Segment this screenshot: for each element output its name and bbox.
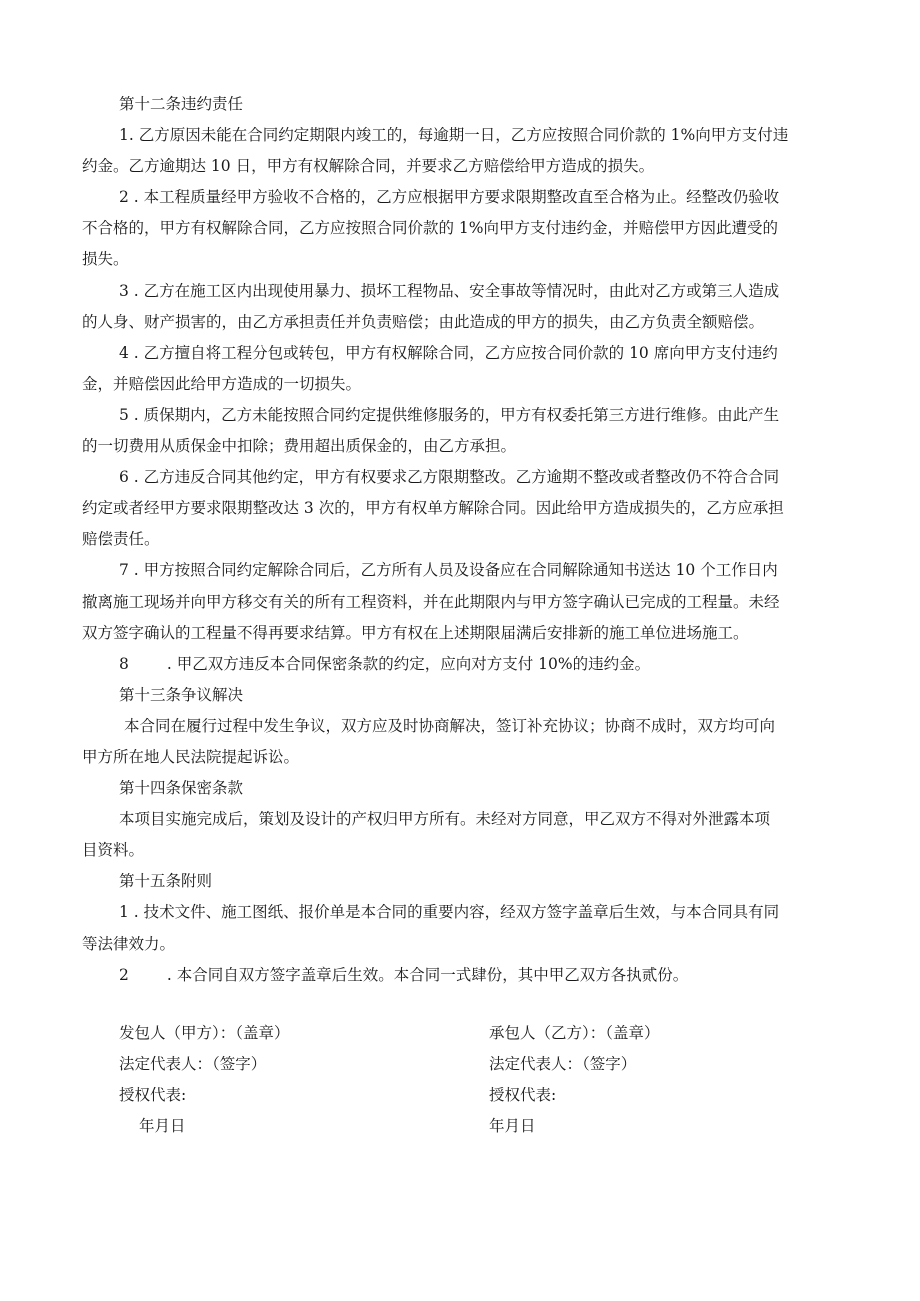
article12-line: 的一切费用从质保金中扣除；费用超出质保金的，由乙方承担。 [82,437,517,456]
article15-item2 [82,960,842,991]
article12-line: 赔偿责任。 [82,530,160,549]
article12-heading: 第十二条违约责任 [119,95,244,113]
party-a-authorized-rep: 授权代表: [119,1086,187,1105]
article13-line: 本合同在履行过程中发生争议，双方应及时协商解决，签订补充协议；协商不成时，双方均可向 [124,716,776,735]
party-a-label: 发包人（甲方）：（盖章） [119,1024,290,1042]
article14-line: 目资料。 [82,841,145,860]
article12-line: 7 . 甲方按照合同约定解除合同后，乙方所有人员及设备应在合同解除通知书送达 10 个工作日内 [119,561,778,580]
article12-line: 不合格的，甲方有权解除合同，乙方应按照合同价款的 1%向甲方支付违约金，并赔偿甲方因此遭受的 [82,219,779,238]
article12-line: 的人身、财产损害的，由乙方承担责任并负责赔偿；由此造成的甲方的损失，由乙方负责全额赔偿。 [82,312,765,331]
item8-number: 8 [119,654,129,673]
article15-line: 1 . 技术文件、施工图纸、报价单是本合同的重要内容，经双方签字盖章后生效，与本合同具有同 [119,903,780,922]
party-b-authorized-rep: 授权代表: [489,1086,557,1105]
party-a-legal-rep: 法定代表人：（签字） [119,1055,267,1074]
article15-line: 等法律效力。 [82,934,176,953]
article12-line: 3 . 乙方在施工区内出现使用暴力、损坏工程物品、安全事故等情况时，由此对乙方或第三人造成 [119,281,780,300]
party-a-date: 年月日 [139,1117,186,1136]
party-b-legal-rep: 法定代表人：（签字） [489,1055,637,1074]
article12-line: 损失。 [82,250,129,269]
article12-line: 1. 乙方原因未能在合同约定期限内竣工的，每逾期一日，乙方应按照合同价款的 1%向甲方支付违 [119,126,789,145]
article12-line: 4 . 乙方擅自将工程分包或转包，甲方有权解除合同，乙方应按合同价款的 10 席向甲方支付违约 [119,343,778,362]
party-b-signature [489,1018,660,1142]
item2-number: 2 [119,965,129,984]
article15-heading: 第十五条附则 [119,872,213,891]
article13-heading: 第十三条争议解决 [119,685,244,704]
article12-line: 撤离施工现场并向甲方移交有关的所有工程资料，并在此期限内与甲方签字确认已完成的工程量。未经 [82,592,780,611]
party-b-date: 年月日 [489,1117,536,1136]
item2-text: . 本合同自双方签字盖章后生效。本合同一式肆份，其中甲乙双方各执贰份。 [166,965,689,984]
contract-body [82,89,842,991]
article12-line: 5 . 质保期内，乙方未能按照合同约定提供维修服务的，甲方有权委托第三方进行维修。由此产生 [119,405,780,424]
article12-line: 2 . 本工程质量经甲方验收不合格的，乙方应根据甲方要求限期整改直至合格为止。经整改仍验收 [119,188,780,207]
article12-line: 约定或者经甲方要求限期整改达 3 次的，甲方有权单方解除合同。因此给甲方造成损失的，乙方应承担 [82,499,784,518]
party-b-label: 承包人（乙方）：（盖章） [489,1024,660,1042]
article12-line: 双方签字确认的工程量不得再要求结算。甲方有权在上述期限届满后安排新的施工单位进场施工。 [82,623,749,642]
article12-item8 [82,649,842,680]
article14-heading: 第十四条保密条款 [119,779,244,798]
item8-text: . 甲乙双方违反本合同保密条款的约定，应向对方支付 10%的违约金。 [166,654,651,673]
party-a-signature [119,1018,290,1142]
article12-line: 金，并赔偿因此给甲方造成的一切损失。 [82,374,362,393]
article14-line: 本项目实施完成后，策划及设计的产权归甲方所有。未经对方同意，甲乙双方不得对外泄露本项 [119,810,771,829]
article12-line: 约金。乙方逾期达 10 日，甲方有权解除合同，并要求乙方赔偿给甲方造成的损失。 [82,157,655,176]
article12-line: 6 . 乙方违反合同其他约定，甲方有权要求乙方限期整改。乙方逾期不整改或者整改仍不符合合同 [119,468,780,487]
article13-line: 甲方所在地人民法院提起诉讼。 [82,747,300,766]
